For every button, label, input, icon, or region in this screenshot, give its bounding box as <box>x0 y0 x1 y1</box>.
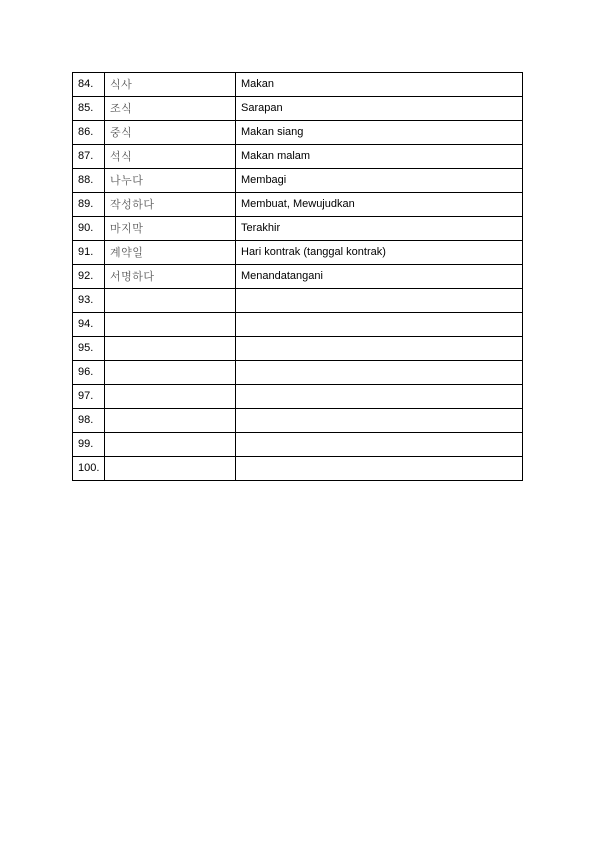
table-row <box>73 193 523 217</box>
korean-word: 식사 <box>105 73 236 97</box>
indonesian-meaning <box>236 361 523 385</box>
table-row <box>73 361 523 385</box>
korean-word: 중식 <box>105 121 236 145</box>
indonesian-meaning <box>236 313 523 337</box>
indonesian-meaning <box>236 385 523 409</box>
row-number: 90. <box>73 217 105 241</box>
korean-word: 작성하다 <box>105 193 236 217</box>
indonesian-meaning: Makan malam <box>236 145 523 169</box>
table-row <box>73 313 523 337</box>
korean-word <box>105 313 236 337</box>
indonesian-meaning: Menandatangani <box>236 265 523 289</box>
indonesian-meaning <box>236 289 523 313</box>
row-number: 91. <box>73 241 105 265</box>
row-number: 89. <box>73 193 105 217</box>
indonesian-meaning: Makan <box>236 73 523 97</box>
row-number: 93. <box>73 289 105 313</box>
row-number: 99. <box>73 433 105 457</box>
korean-word <box>105 457 236 481</box>
table-row <box>73 457 523 481</box>
korean-word <box>105 361 236 385</box>
korean-word: 석식 <box>105 145 236 169</box>
table-row <box>73 385 523 409</box>
indonesian-meaning: Makan siang <box>236 121 523 145</box>
row-number: 96. <box>73 361 105 385</box>
table-row <box>73 217 523 241</box>
table-row <box>73 409 523 433</box>
vocabulary-table <box>72 72 523 481</box>
row-number: 97. <box>73 385 105 409</box>
indonesian-meaning: Terakhir <box>236 217 523 241</box>
indonesian-meaning: Sarapan <box>236 97 523 121</box>
row-number: 86. <box>73 121 105 145</box>
korean-word <box>105 433 236 457</box>
indonesian-meaning <box>236 433 523 457</box>
korean-word: 나누다 <box>105 169 236 193</box>
korean-word <box>105 337 236 361</box>
korean-word <box>105 385 236 409</box>
table-row <box>73 241 523 265</box>
korean-word: 계약일 <box>105 241 236 265</box>
korean-word: 조식 <box>105 97 236 121</box>
row-number: 88. <box>73 169 105 193</box>
row-number: 95. <box>73 337 105 361</box>
korean-word: 서명하다 <box>105 265 236 289</box>
indonesian-meaning: Membuat, Mewujudkan <box>236 193 523 217</box>
table-row <box>73 289 523 313</box>
row-number: 87. <box>73 145 105 169</box>
korean-word <box>105 289 236 313</box>
indonesian-meaning <box>236 337 523 361</box>
indonesian-meaning <box>236 457 523 481</box>
table-row <box>73 265 523 289</box>
table-row <box>73 433 523 457</box>
indonesian-meaning: Membagi <box>236 169 523 193</box>
indonesian-meaning: Hari kontrak (tanggal kontrak) <box>236 241 523 265</box>
indonesian-meaning <box>236 409 523 433</box>
table-row <box>73 97 523 121</box>
korean-word: 마지막 <box>105 217 236 241</box>
table-row <box>73 169 523 193</box>
table-row <box>73 145 523 169</box>
korean-word <box>105 409 236 433</box>
row-number: 100. <box>73 457 105 481</box>
row-number: 98. <box>73 409 105 433</box>
table-row <box>73 337 523 361</box>
table-row <box>73 121 523 145</box>
row-number: 85. <box>73 97 105 121</box>
row-number: 92. <box>73 265 105 289</box>
table-row <box>73 73 523 97</box>
row-number: 94. <box>73 313 105 337</box>
row-number: 84. <box>73 73 105 97</box>
